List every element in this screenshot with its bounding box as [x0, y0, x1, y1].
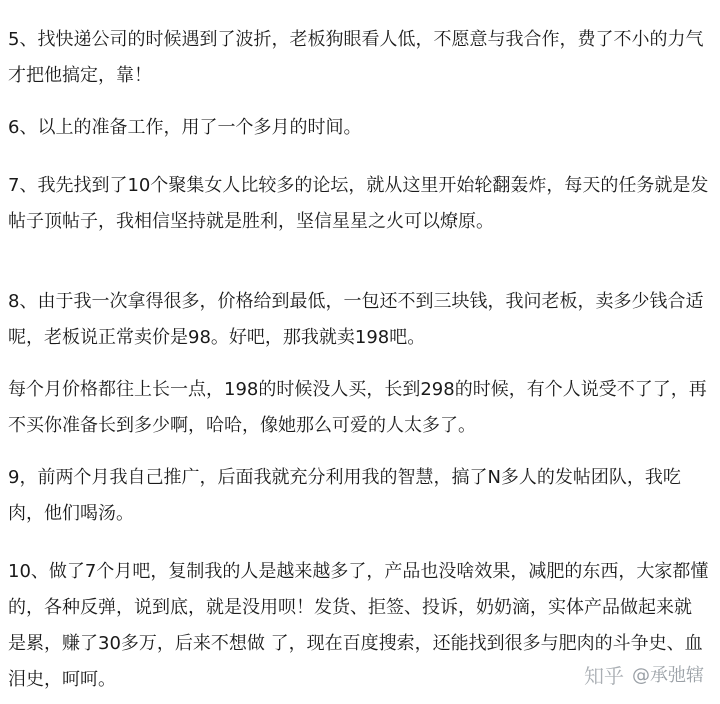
text-line: 9，前两个月我自己推广，后面我就充分利用我的智慧，搞了N多人的发帖团队，我吃 — [8, 467, 681, 488]
paragraph-9 — [8, 460, 712, 532]
paragraph-7 — [8, 168, 712, 240]
text-line: 每个月价格都往上长一点，198的时候没人买，长到298的时候，有个人说受不了了，再 — [8, 379, 707, 400]
text-line: 的，各种反弹，说到底，就是没用呗！发货、拒签、投诉，奶奶滴，实体产品做起来就 — [8, 597, 692, 618]
zhihu-watermark — [584, 662, 704, 690]
paragraph-6 — [8, 110, 712, 146]
text-line: 5、找快递公司的时候遇到了波折，老板狗眼看人低，不愿意与我合作，费了不小的力气 — [8, 29, 704, 50]
paragraph-8 — [8, 284, 712, 356]
text-line: 6、以上的准备工作，用了一个多月的时间。 — [8, 117, 362, 138]
text-line: 不买你准备长到多少啊，哈哈，像她那么可爱的人太多了。 — [8, 415, 476, 436]
text-line: 7、我先找到了10个聚集女人比较多的论坛，就从这里开始轮翻轰炸，每天的任务就是发 — [8, 175, 709, 196]
text-line: 8、由于我一次拿得很多，价格给到最低，一包还不到三块钱，我问老板，卖多少钱合适 — [8, 291, 704, 312]
text-line: 才把他搞定，靠！ — [8, 65, 152, 86]
text-line: 肉，他们喝汤。 — [8, 503, 134, 524]
text-line: 是累，赚了30多万，后来不想做 了，现在百度搜索，还能找到很多与肥肉的斗争史、血 — [8, 633, 703, 654]
paragraph-5 — [8, 22, 712, 94]
zhihu-logo: 知乎 — [584, 664, 624, 688]
paragraph-price — [8, 372, 712, 444]
watermark-author: @承弛辖 — [632, 665, 704, 686]
text-line: 泪史，呵呵。 — [8, 669, 116, 690]
text-line: 帖子顶帖子，我相信坚持就是胜利，坚信星星之火可以燎原。 — [8, 211, 494, 232]
text-line: 10、做了7个月吧，复制我的人是越来越多了，产品也没啥效果，减肥的东西，大家都懂 — [8, 561, 709, 582]
text-line: 呢，老板说正常卖价是98。好吧，那我就卖198吧。 — [8, 327, 426, 348]
